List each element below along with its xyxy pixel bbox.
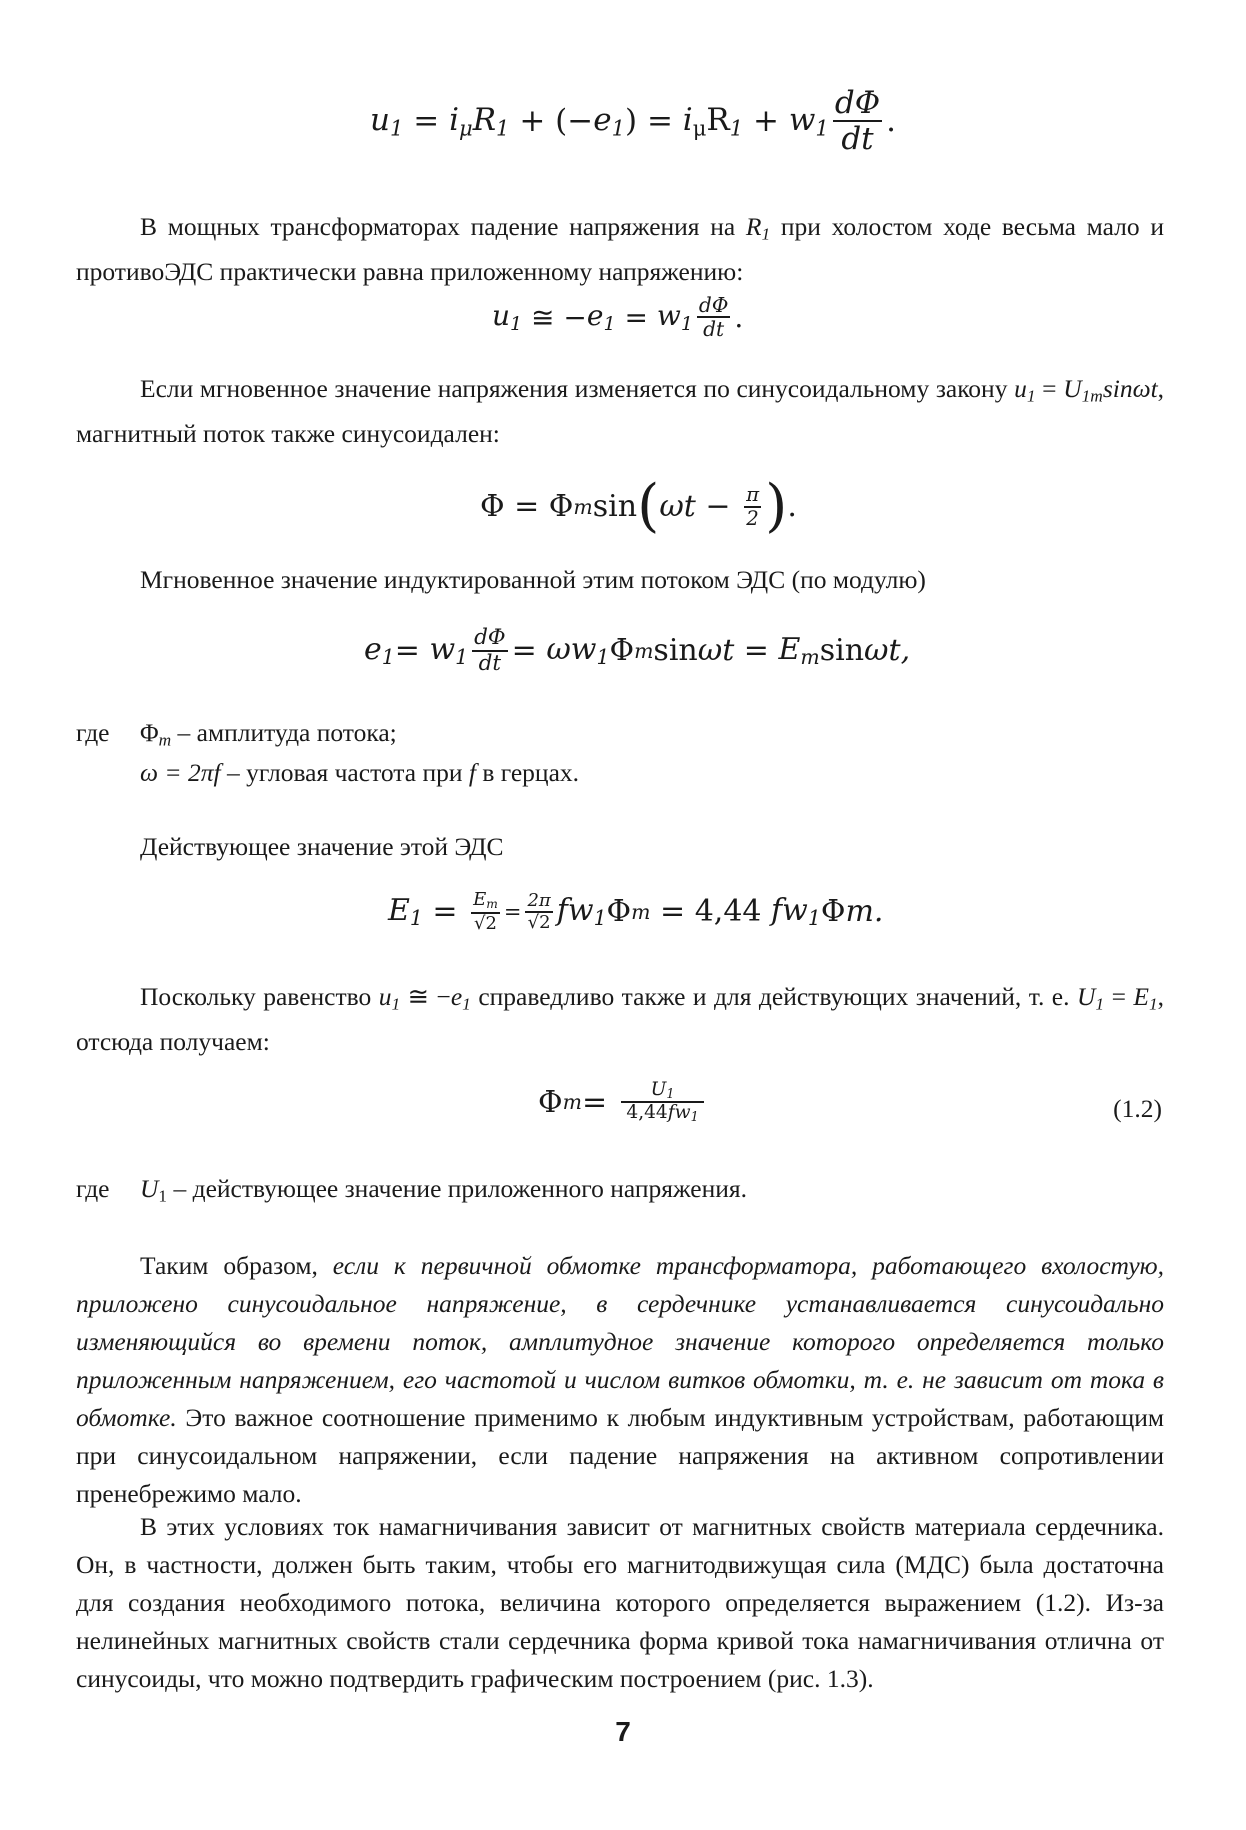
flux-symbol-sub: m bbox=[562, 1090, 582, 1115]
paragraph-text: Мгновенное значение индуктированной этим потоком ЭДС (по модулю) bbox=[140, 565, 926, 594]
paragraph-text-tail: Это важное соотношение применимо к любым индуктивным устройствам, работающим при синусоидальном напряжении, если падение напряжения на активном сопротивлении пренебрежимо мало. bbox=[76, 1403, 1164, 1508]
paragraph-text-italic: если к первичной обмотке трансформатора, работающего вхолостую, приложено синусоидальное напряжение, в сердечнике устанавливается синусоидально изменяющийся во времени поток, амплитудное значение которого определяется только приложенным напряжением, его частотой и числом витков обмотки, т. е. не зависит от тока в обмотке. bbox=[76, 1251, 1164, 1432]
paragraph-text: Если мгновенное значение напряжения изменяется по синусоидальному закону bbox=[140, 374, 1008, 403]
var-U-sub: 1m bbox=[1081, 386, 1103, 406]
var-u: u bbox=[1014, 374, 1027, 403]
fraction-numerator: dΦ bbox=[698, 293, 729, 317]
paragraph-magnetizing-current bbox=[76, 1508, 1164, 1698]
fraction-denominator: dt bbox=[478, 650, 502, 676]
fraction-numerator: π bbox=[746, 482, 760, 506]
symbol-U-sub: 1 bbox=[158, 1186, 168, 1206]
where-text-tail: в герцах. bbox=[482, 758, 580, 787]
paragraph-text: В этих условиях ток намагничивания зависит от магнитных свойств материала сердечника. Он, в частности, должен быть таким, чтобы его магнитодвижущая сила (МДС) была достаточна для создания необходимого потока, величина которого определяется выражением (1.2). Из-за нелинейных магнитных свойств стали сердечника форма кривой тока намагничивания отлична от синусоиды, что можно подтвердить графическим построением (рис. 1.3). bbox=[76, 1512, 1164, 1693]
fraction-numerator: U bbox=[650, 1079, 667, 1100]
paragraph-text-lead: Таким образом, bbox=[140, 1251, 318, 1280]
equation-approx: $u_1$ ≅ − $e_1$ = $w_1$ $\frac{d\Phi}{dt}$ . bbox=[492, 293, 744, 342]
fraction-denominator: dt bbox=[703, 317, 725, 342]
flux-symbol: Φ bbox=[538, 1084, 563, 1120]
fraction-numerator-sub: 1 bbox=[666, 1086, 675, 1102]
fraction-numerator: 2π bbox=[527, 889, 551, 911]
fraction-numerator: dΦ bbox=[834, 85, 881, 121]
paragraph-equality: Поскольку равенство $u_1$ ≅ $-e_1$ справедливо также и для действующих значений, т. е. $U_1 = E_1$, отсюда получаем: bbox=[76, 982, 1165, 1057]
symbol-phi-sub: m bbox=[158, 730, 172, 750]
paragraph-text-middle: справедливо также и для действующих значений, т. е. bbox=[478, 982, 1070, 1011]
fraction-denominator: √2 bbox=[474, 912, 497, 934]
paragraph-effective-value bbox=[76, 828, 1164, 866]
where-text: – угловая частота при bbox=[226, 758, 463, 787]
var-r-sub: 1 bbox=[761, 224, 771, 244]
equation-emf: $e_1$ = $w_1$ $\frac{d\Phi}{dt}$ = $\omega w_1$ Φ m sin ωt = $E_m$ sin ωt, bbox=[364, 625, 911, 676]
fraction-numerator-sub: m bbox=[486, 897, 498, 912]
paragraph-text-tail: , магнитный поток также синусоидален: bbox=[76, 374, 1165, 449]
coefficient-value: 4,44 bbox=[694, 894, 762, 930]
equation-number: (1.2) bbox=[1113, 1094, 1162, 1123]
paragraph-intro bbox=[76, 208, 1164, 291]
symbol-f: f bbox=[468, 758, 476, 787]
equation-voltage-balance: $u_1$ = $i_\mu R_1$ + (− $e_1$ ) = $i_\mu R_1$ + $w_1$ $\frac{d\Phi}{dt}$ . bbox=[370, 85, 896, 158]
fraction-denominator: √2 bbox=[527, 911, 551, 933]
var-U: U bbox=[1063, 374, 1082, 403]
where-item-angular-frequency bbox=[140, 758, 579, 788]
omega-definition: = 2πf bbox=[164, 758, 221, 787]
paragraph-conclusion bbox=[76, 1247, 1164, 1513]
paragraph-text-tail: , отсюда получаем: bbox=[76, 982, 1165, 1057]
equation-flux: Φ = Φ m sin ( ωt − $\frac{\pi}{2}$ ) . bbox=[480, 473, 797, 539]
paragraph-text: Действующее значение этой ЭДС bbox=[140, 832, 504, 861]
equation-flux-amplitude: Φ m = $\frac{U_1}{4,44fw_1}$ bbox=[538, 1080, 708, 1124]
symbol-U: U bbox=[140, 1174, 159, 1203]
fraction-numerator: E bbox=[473, 889, 487, 910]
symbol-omega: ω bbox=[140, 758, 159, 787]
paragraph-emf-intro bbox=[76, 561, 1164, 599]
where-text: – амплитуда потока; bbox=[177, 718, 397, 747]
sin-term: sinωt bbox=[1102, 374, 1158, 403]
where-label: где bbox=[76, 1174, 110, 1203]
fraction-denominator: 4,44 bbox=[626, 1102, 668, 1124]
equals-sign: = bbox=[1042, 374, 1057, 403]
paragraph-text-tail: при холостом ходе весьма мало и противоЭДС практически равна приложенному напряжению: bbox=[76, 212, 1165, 287]
fraction-denominator: dt bbox=[841, 121, 874, 158]
paragraph-text: В мощных трансформаторах падение напряжения на bbox=[140, 212, 736, 241]
symbol-phi: Φ bbox=[140, 718, 159, 747]
paragraph-sinusoidal bbox=[76, 370, 1164, 453]
where-text: – действующее значение приложенного напряжения. bbox=[173, 1174, 747, 1203]
page-number: 7 bbox=[615, 1716, 631, 1747]
where-item-voltage bbox=[140, 1174, 747, 1206]
fraction-denominator: 2 bbox=[746, 506, 759, 530]
var-r: R bbox=[745, 212, 762, 241]
where-label: где bbox=[76, 718, 110, 747]
fraction-numerator: dΦ bbox=[474, 625, 506, 650]
paragraph-text: Поскольку равенство bbox=[140, 982, 372, 1011]
where-item-amplitude bbox=[140, 718, 397, 750]
var-u-sub: 1 bbox=[1026, 386, 1036, 406]
equation-effective-emf: $E_1$ = $\frac{E_m}{√2}$ = $\frac{2\pi}{√2}$ $fw_1$ Φ m = 4,44 $fw_1$ Φ m. bbox=[388, 889, 884, 934]
